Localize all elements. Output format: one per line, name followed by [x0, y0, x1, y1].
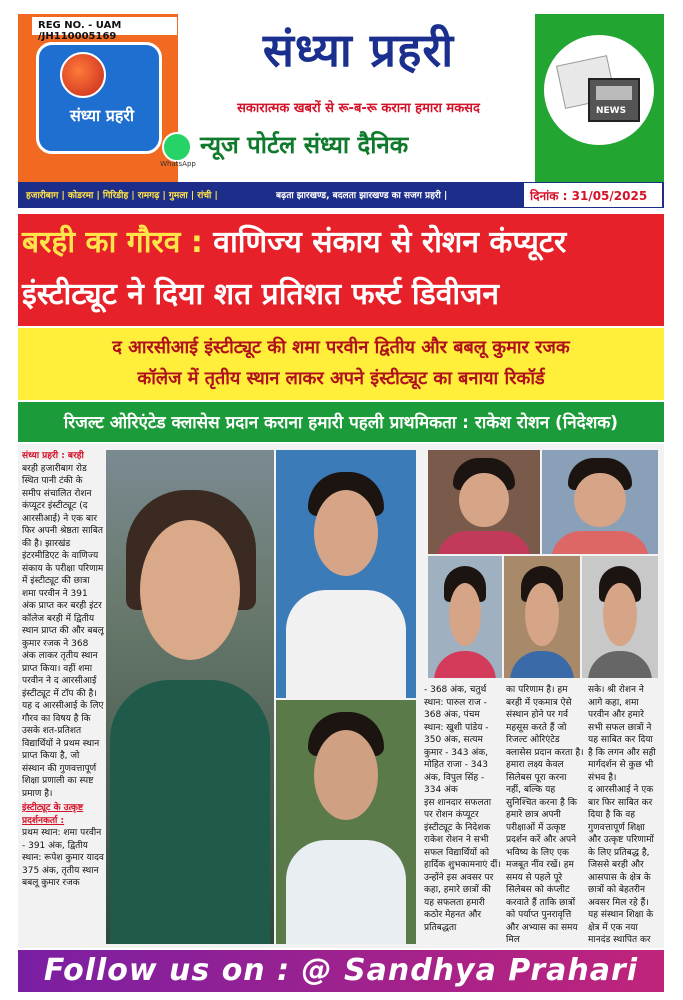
- headline-line-1: [22, 220, 662, 261]
- photo-student-boy-3: [428, 556, 502, 678]
- strip-slogan: बढ़ता झारखण्ड, बदलता झारखण्ड का सजग प्रहरी |: [276, 191, 448, 201]
- article-column-1-tail: प्रथम स्थान: शमा परवीन - 391 अंक, द्वितीय स्थान: रूपेश कुमार यादव 375 अंक, तृतीय स्थान बबलू कुमार रजक: [22, 828, 104, 888]
- performers-subheading: इंस्टीट्यूट के उत्कृष्ट प्रदर्शनकर्ता :: [22, 803, 84, 826]
- photo-student-boy-2: [276, 700, 416, 944]
- whatsapp-icon: [162, 132, 192, 162]
- masthead-tagline: सकारात्मक खबरों से रू-ब-रू कराना हमारा मकसद: [237, 101, 480, 116]
- article-column-4: सके। श्री रोशन ने आगे कहा, शमा परवीन और हमारे सभी सफल छात्रों ने यह साबित कर दिया है कि लगन और सही मार्गदर्शन से कुछ भी संभव है। द आरसीआई ने एक बार फिर साबित कर दिया है कि वह गुणवत्तापूर्ण शिक्षा और उत्कृष्ट परिणामों के लिए प्रतिबद्ध है, जिससे बरही और आसपास के क्षेत्र के छात्रों को बेहतरीन अवसर मिल रहे हैं। यह संस्थान शिक्षा के क्षेत्र में एक नया मानदंड स्थापित कर: [588, 685, 656, 944]
- headline-line-1-text: वाणिज्य संकाय से रोशन कंप्यूटर: [202, 225, 567, 260]
- photo-student-boy-4: [504, 556, 580, 678]
- article-column-3: का परिणाम है। हम बरही में एकमात्र ऐसे संस्थान होने पर गर्व महसूस करते हैं जो रिजल्ट ओरिएंटेड क्लासेस प्रदान करता है। हमारा लक्ष्य केवल सिलेबस पूरा करना नहीं, बल्कि यह सुनिश्चित करना है कि हमारे छात्र अपनी परीक्षाओं में उत्कृष्ट प्रदर्शन करें और अपने भविष्य के लिए एक मजबूत नींव रखें। हम समय से पहले पूरे सिलेबस को कंप्लीट करवाते हैं ताकि छात्रों को पर्याप्त पुनरावृत्ति और अभ्यास का समय मिल: [506, 685, 584, 944]
- photo-student-boy-1: [276, 450, 416, 698]
- article-byline: संध्या प्रहरी : बरही: [22, 451, 84, 461]
- news-tablet-icon: [588, 78, 640, 122]
- follow-us-text: Follow us on : @ Sandhya Prahari: [43, 953, 639, 988]
- photo-student-boy-5: [582, 556, 658, 678]
- director-quote: रिजल्ट ओरिएंटेड क्लासेस प्रदान कराना हमारी पहली प्राथमिकता : राकेश रोशन (निदेशक): [63, 413, 619, 433]
- logo-text: संध्या प्रहरी: [69, 106, 135, 125]
- news-label: NEWS: [596, 106, 627, 116]
- publication-date: दिनांक : 31/05/2025: [524, 183, 662, 207]
- subhead-line-2: कॉलेज में तृतीय स्थान लाकर अपने इंस्टीट्यूट का बनाया रिकॉर्ड: [137, 368, 545, 389]
- photo-shama-parveen: [106, 450, 274, 944]
- headline-line-2: इंस्टीट्यूट ने दिया शत प्रतिशत फर्स्ट डिवीजन: [22, 277, 500, 312]
- globe-icon: [60, 52, 106, 98]
- registration-number: REG NO. - UAM /JH110005169: [32, 17, 177, 35]
- news-portal-title: न्यूज पोर्टल संध्या दैनिक: [200, 131, 409, 159]
- masthead-title: संध्या प्रहरी: [262, 23, 455, 77]
- photo-student-girl-3: [542, 450, 658, 554]
- article-column-1: [22, 450, 104, 944]
- whatsapp-label: WhatsApp: [160, 160, 196, 168]
- article-column-2: - 368 अंक, चतुर्थ स्थान: पारुल राज - 368 अंक, पंचम स्थान: खुशी पांडेय - 350 अंक, सत्यम कुमार - 343 अंक, मोहित राजा - 343 अंक, विपुल सिंह - 334 अंक इस शानदार सफलता पर रोशन कंप्यूटर इंस्टीट्यूट के निदेशक राकेश रोशन ने सभी सफल विद्यार्थियों को हार्दिक शुभकामनाएं दीं। उन्होंने इस अवसर पर कहा, हमारे छात्रों की यह सफलता हमारी कठोर मेहनत और प्रतिबद्धता: [424, 685, 501, 933]
- photo-student-girl-2: [428, 450, 540, 554]
- headline-prefix: बरही का गौरव :: [22, 225, 203, 260]
- subhead-line-1: द आरसीआई इंस्टीट्यूट की शमा परवीन द्वितीय और बबलू कुमार रजक: [112, 337, 570, 358]
- cities-list: हजारीबाग | कोडरमा | गिरिडीह | रामगढ़ | गुमला | रांची |: [26, 191, 218, 201]
- article-column-1-text: बरही हजारीबाग रोड स्थित पानी टंकी के समीप संचालित रोशन कंप्यूटर इंस्टीट्यूट (द आरसीआई) ने एक बार फिर अपनी श्रेष्ठता साबित की है। झारखंड इंटरमीडिएट के वाणिज्य संकाय के परीक्षा परिणाम में इंस्टीट्यूट की छात्रा शमा परवीन ने 391 अंक प्राप्त कर बरही इंटर कॉलेज बरही में द्वितीय स्थान प्राप्त की और बबलू कुमार रजक ने 368 अंक लाकर तृतीय स्थान प्राप्त किया। वहीं शमा परवीन ने द आरसीआई इंस्टीट्यूट में टॉप की है। यह द आरसीआई के लिए गौरव का विषय है कि उसके शत-प्रतिशत विद्यार्थियों ने प्रथम स्थान प्राप्त किया है, जो संस्थान की गुणवत्तापूर्ण शिक्षा प्रणाली का स्पष्ट प्रमाण है।: [22, 463, 104, 799]
